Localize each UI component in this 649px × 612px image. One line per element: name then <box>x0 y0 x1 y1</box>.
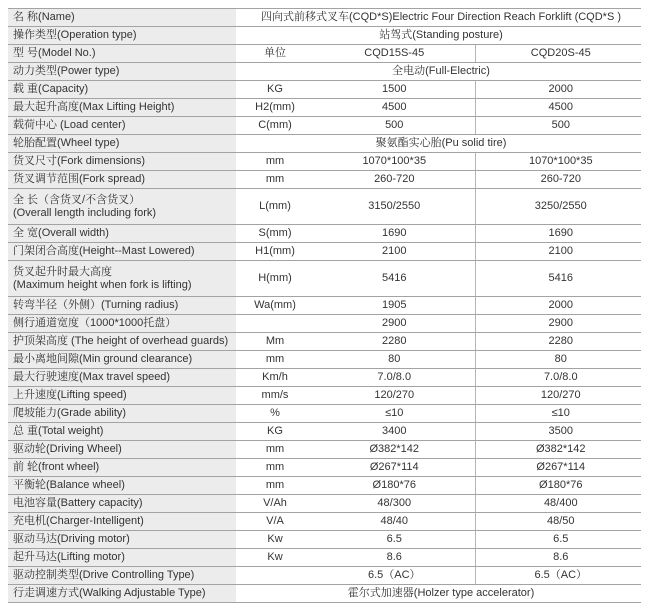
spec-unit: % <box>236 405 309 423</box>
spec-value-model-1: ≤10 <box>309 405 475 423</box>
spec-table-body <box>8 9 641 603</box>
spec-unit: mm <box>236 477 309 495</box>
spec-value-model-2: 48/400 <box>475 495 641 513</box>
spec-unit: mm <box>236 459 309 477</box>
spec-label: (Maximum height when fork is lifting) <box>13 278 192 291</box>
spec-unit: Kw <box>236 549 309 567</box>
spec-row <box>8 117 641 135</box>
spec-value-model-2: 5416 <box>475 261 641 297</box>
spec-label: 最大行驶速度(Max travel speed) <box>13 371 171 383</box>
spec-value-model-2: 2000 <box>475 81 641 99</box>
spec-value-model-1: CQD15S-45 <box>309 45 475 63</box>
spec-value-model-2: 3500 <box>475 423 641 441</box>
spec-value-span: 全电动(Full-Electric) <box>236 63 641 81</box>
spec-value-model-2: Ø180*76 <box>475 477 641 495</box>
spec-value-model-2: 4500 <box>475 99 641 117</box>
spec-label: 动力类型(Power type) <box>13 65 120 77</box>
spec-value-model-1: 2100 <box>309 243 475 261</box>
spec-row <box>8 261 641 297</box>
spec-label-cell <box>8 405 236 423</box>
spec-label: 最小离地间隙(Min ground clearance) <box>13 353 193 365</box>
spec-value-model-2: CQD20S-45 <box>475 45 641 63</box>
spec-row <box>8 27 641 45</box>
spec-unit: V/A <box>236 513 309 531</box>
spec-value-model-1: 1905 <box>309 297 475 315</box>
spec-value-model-2: 500 <box>475 117 641 135</box>
spec-row <box>8 531 641 549</box>
spec-unit: Kw <box>236 531 309 549</box>
spec-label: 全 长（含货叉/不含货叉） <box>13 193 141 206</box>
spec-unit: mm <box>236 153 309 171</box>
spec-value-model-1: 2900 <box>309 315 475 333</box>
spec-label-cell <box>8 153 236 171</box>
spec-value-model-2: 80 <box>475 351 641 369</box>
spec-unit: mm <box>236 351 309 369</box>
spec-label-cell <box>8 261 236 297</box>
spec-label: 驱动马达(Driving motor) <box>13 533 130 545</box>
spec-label: 充电机(Charger-Intelligent) <box>13 515 144 527</box>
spec-row <box>8 135 641 153</box>
spec-row <box>8 387 641 405</box>
spec-unit: L(mm) <box>236 189 309 225</box>
spec-value-model-1: 500 <box>309 117 475 135</box>
spec-value-model-2: ≤10 <box>475 405 641 423</box>
spec-value-model-1: 80 <box>309 351 475 369</box>
spec-label: 货叉起升时最大高度 <box>13 265 112 278</box>
spec-value-span: 聚氨酯实心胎(Pu solid tire) <box>236 135 641 153</box>
spec-label-cell <box>8 333 236 351</box>
spec-row <box>8 495 641 513</box>
spec-value-model-1: 1690 <box>309 225 475 243</box>
spec-row <box>8 81 641 99</box>
spec-label: (Overall length including fork) <box>13 206 157 219</box>
spec-label: 电池容量(Battery capacity) <box>13 497 143 509</box>
spec-label-cell <box>8 135 236 153</box>
spec-label-cell <box>8 567 236 585</box>
spec-label: 爬坡能力(Grade ability) <box>13 407 127 419</box>
spec-row <box>8 423 641 441</box>
spec-label-cell <box>8 531 236 549</box>
spec-label-cell <box>8 63 236 81</box>
spec-row <box>8 153 641 171</box>
spec-label-cell <box>8 9 236 27</box>
spec-label-cell <box>8 513 236 531</box>
spec-label-cell <box>8 225 236 243</box>
spec-value-model-2: Ø267*114 <box>475 459 641 477</box>
spec-value-model-2: 48/50 <box>475 513 641 531</box>
spec-unit: KG <box>236 81 309 99</box>
spec-label-cell <box>8 45 236 63</box>
spec-unit: mm/s <box>236 387 309 405</box>
spec-value-model-2: 2100 <box>475 243 641 261</box>
spec-label: 操作类型(Operation type) <box>13 29 137 41</box>
spec-label-cell <box>8 549 236 567</box>
spec-unit <box>236 567 309 585</box>
spec-row <box>8 405 641 423</box>
spec-value-model-2: 2900 <box>475 315 641 333</box>
spec-unit: KG <box>236 423 309 441</box>
spec-label: 门架闭合高度(Height--Mast Lowered) <box>13 245 195 257</box>
spec-value-model-2: 120/270 <box>475 387 641 405</box>
spec-label: 货叉调节范围(Fork spread) <box>13 173 146 185</box>
spec-label-cell <box>8 495 236 513</box>
spec-label-cell <box>8 117 236 135</box>
spec-value-model-2: 260-720 <box>475 171 641 189</box>
spec-row <box>8 513 641 531</box>
spec-value-model-2: 3250/2550 <box>475 189 641 225</box>
spec-label: 货叉尺寸(Fork dimensions) <box>13 155 146 167</box>
spec-label: 侧行通道宽度（1000*1000托盘） <box>13 317 177 329</box>
spec-label-cell <box>8 189 236 225</box>
spec-label-cell <box>8 81 236 99</box>
spec-row <box>8 99 641 117</box>
spec-row <box>8 459 641 477</box>
spec-row <box>8 369 641 387</box>
spec-row <box>8 189 641 225</box>
spec-value-model-2: Ø382*142 <box>475 441 641 459</box>
spec-label-cell <box>8 369 236 387</box>
spec-label: 驱动轮(Driving Wheel) <box>13 443 122 455</box>
spec-unit: Mm <box>236 333 309 351</box>
spec-table <box>8 8 641 603</box>
spec-unit: H(mm) <box>236 261 309 297</box>
spec-unit <box>236 315 309 333</box>
spec-value-model-1: Ø180*76 <box>309 477 475 495</box>
spec-label-cell <box>8 297 236 315</box>
spec-label: 最大起升高度(Max Lifting Height) <box>13 101 175 113</box>
spec-value-span: 四向式前移式叉车(CQD*S)Electric Four Direction Reach Forklift (CQD*S ) <box>236 9 641 27</box>
spec-unit: H1(mm) <box>236 243 309 261</box>
spec-row <box>8 225 641 243</box>
spec-value-model-2: 1690 <box>475 225 641 243</box>
spec-row <box>8 315 641 333</box>
spec-label-cell <box>8 27 236 45</box>
spec-label-cell <box>8 441 236 459</box>
spec-value-model-2: 6.5（AC） <box>475 567 641 585</box>
spec-label-cell <box>8 477 236 495</box>
spec-label-cell <box>8 423 236 441</box>
spec-label-cell <box>8 315 236 333</box>
spec-unit: Wa(mm) <box>236 297 309 315</box>
spec-unit: 单位 <box>236 45 309 63</box>
spec-row <box>8 63 641 81</box>
spec-label-cell <box>8 243 236 261</box>
spec-row <box>8 333 641 351</box>
spec-row <box>8 549 641 567</box>
spec-label: 载 重(Capacity) <box>13 83 89 95</box>
spec-row <box>8 477 641 495</box>
spec-row <box>8 297 641 315</box>
spec-label-cell <box>8 585 236 603</box>
spec-label: 名 称(Name) <box>13 11 75 23</box>
spec-unit: V/Ah <box>236 495 309 513</box>
spec-value-model-2: 2000 <box>475 297 641 315</box>
spec-label: 载荷中心 (Load center) <box>13 119 126 131</box>
spec-value-model-2: 7.0/8.0 <box>475 369 641 387</box>
spec-value-model-1: 1070*100*35 <box>309 153 475 171</box>
spec-row <box>8 441 641 459</box>
spec-label-cell <box>8 171 236 189</box>
spec-label: 型 号(Model No.) <box>13 47 96 59</box>
spec-label: 总 重(Total weight) <box>13 425 104 437</box>
spec-unit: mm <box>236 441 309 459</box>
spec-value-model-1: 48/300 <box>309 495 475 513</box>
spec-label-cell <box>8 99 236 117</box>
spec-value-span: 霍尔式加速器(Holzer type accelerator) <box>236 585 641 603</box>
spec-value-model-1: 3150/2550 <box>309 189 475 225</box>
spec-value-model-2: 1070*100*35 <box>475 153 641 171</box>
spec-value-model-1: Ø267*114 <box>309 459 475 477</box>
spec-label: 驱动控制类型(Drive Controlling Type) <box>13 569 195 581</box>
spec-label: 转弯半径（外侧）(Turning radius) <box>13 299 179 311</box>
spec-row <box>8 171 641 189</box>
spec-value-model-2: 6.5 <box>475 531 641 549</box>
spec-value-model-1: 3400 <box>309 423 475 441</box>
spec-label: 护顶架高度 (The height of overhead guards) <box>13 335 229 347</box>
spec-row <box>8 45 641 63</box>
spec-value-span: 站驾式(Standing posture) <box>236 27 641 45</box>
spec-value-model-1: 2280 <box>309 333 475 351</box>
spec-label-cell <box>8 459 236 477</box>
spec-value-model-1: 1500 <box>309 81 475 99</box>
spec-label-cell <box>8 351 236 369</box>
spec-value-model-1: 260-720 <box>309 171 475 189</box>
spec-value-model-1: Ø382*142 <box>309 441 475 459</box>
spec-value-model-2: 8.6 <box>475 549 641 567</box>
spec-unit: C(mm) <box>236 117 309 135</box>
spec-value-model-1: 7.0/8.0 <box>309 369 475 387</box>
spec-value-model-1: 8.6 <box>309 549 475 567</box>
spec-row <box>8 9 641 27</box>
spec-unit: mm <box>236 171 309 189</box>
spec-unit: S(mm) <box>236 225 309 243</box>
spec-row <box>8 243 641 261</box>
spec-unit: H2(mm) <box>236 99 309 117</box>
spec-label: 上升速度(Lifting speed) <box>13 389 127 401</box>
spec-label: 轮胎配置(Wheel type) <box>13 137 120 149</box>
spec-label: 平衡轮(Balance wheel) <box>13 479 125 491</box>
spec-value-model-2: 2280 <box>475 333 641 351</box>
spec-label-cell <box>8 387 236 405</box>
spec-unit: Km/h <box>236 369 309 387</box>
spec-value-model-1: 4500 <box>309 99 475 117</box>
spec-value-model-1: 6.5（AC） <box>309 567 475 585</box>
spec-row <box>8 351 641 369</box>
spec-label: 行走调速方式(Walking Adjustable Type) <box>13 587 206 599</box>
spec-label: 前 轮(front wheel) <box>13 461 100 473</box>
spec-value-model-1: 48/40 <box>309 513 475 531</box>
spec-label: 全 宽(Overall width) <box>13 227 109 239</box>
spec-value-model-1: 5416 <box>309 261 475 297</box>
spec-label: 起升马达(Lifting motor) <box>13 551 125 563</box>
spec-row <box>8 585 641 603</box>
spec-value-model-1: 6.5 <box>309 531 475 549</box>
spec-value-model-1: 120/270 <box>309 387 475 405</box>
spec-row <box>8 567 641 585</box>
